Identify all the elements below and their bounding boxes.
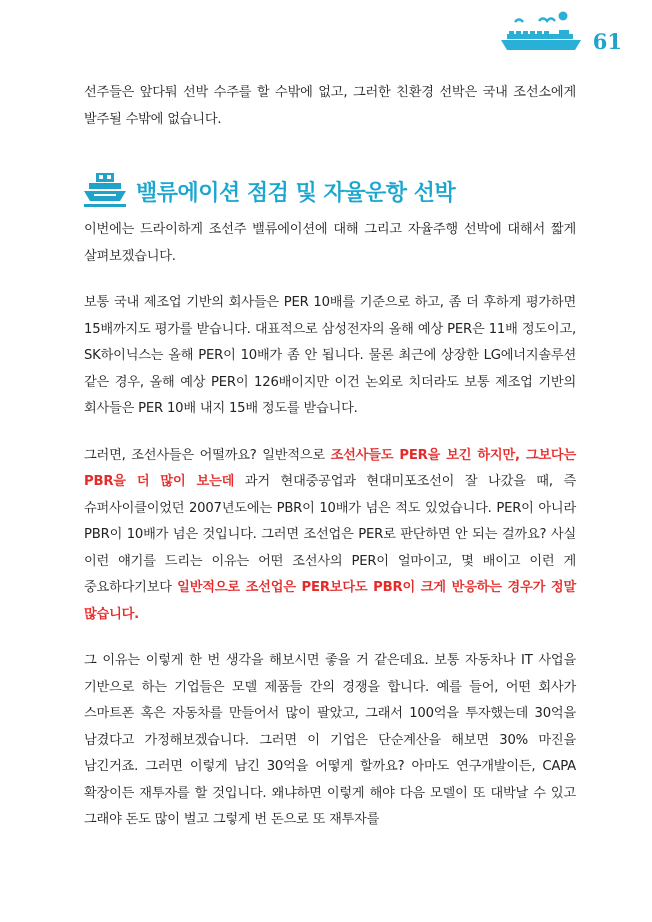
- paragraph-3-text-2: 과거 현대중공업과 현대미포조선이 잘 나갔을 때, 즉 슈퍼사이클이었던 2007년도에는 PBR이 10배가 넘은 적도 있었습니다. PER이 아니라 PBR이 10배가 넘은 것입니다. 그러면 조선업은 PER로 판단하면 안 되는 걸까요? 사실 이런 얘기를 드리는 이유는 어떤 조선사의 PER이 얼마이고, 몇 배이고 이런 게 중요하다기보다: [84, 474, 577, 595]
- paragraph-4: 그 이유는 이렇게 한 번 생각을 해보시면 좋을 거 같은데요. 보통 자동차나 IT 사업을 기반으로 하는 기업들은 모델 제품들 간의 경쟁을 합니다. 예를 들어, 어떤 회사가 스마트폰 혹은 자동차를 만들어서 많이 팔았고, 그래서 100억을 투자했는데 30억을 남겼다고 가정해보겠습니다. 그러면 이 기업은 단순계산을 해보면 30% 마진을 남긴거죠. 그러면 이렇게 남긴 30억을 어떻게 할까요? 아마도 연구개발이든, CAPA 확장이든 재투자를 할 것입니다. 왜냐하면 이렇게 해야 다음 모델이 또 대박날 수 있고 그래야 돈도 많이 벌고 그렇게 번 돈으로 또 재투자를: [84, 653, 576, 827]
- ship-icon: [499, 8, 585, 54]
- paragraph-2: 보통 국내 제조업 기반의 회사들은 PER 10배를 기준으로 하고, 좀 더 후하게 평가하면 15배까지도 평가를 받습니다. 대표적으로 삼성전자의 올해 예상 PER은 11배 정도이고, SK하이닉스는 올해 PER이 10배가 좀 안 됩니다. 물론 최근에 상장한 LG에너지솔루션 같은 경우, 올해 예상 PER이 126배이지만 이건 논외로 치더라도 보통 제조업 기반의 회사들은 PER 10배 내지 15배 정도를 받습니다.: [84, 295, 576, 416]
- highlight-pbr-reaction: 일반적으로 조선업은 PER보다도 PBR이 크게 반응하는 경우가 정말 많습니다.: [84, 580, 576, 622]
- intro-paragraph: 선주들은 앞다퉈 선박 수주를 할 수밖에 없고, 그러한 친환경 선박은 국내 조선소에게 발주될 수밖에 없습니다.: [84, 85, 576, 127]
- page-number: 61: [592, 29, 622, 54]
- section-title: 밸류에이션 점검 및 자율운항 선박: [136, 180, 456, 206]
- page-header: [499, 8, 622, 54]
- ship-icon: [84, 173, 126, 209]
- page-content: [84, 80, 576, 854]
- paragraph-3-text-1: 그러면, 조선사들은 어떨까요? 일반적으로: [84, 447, 331, 463]
- highlight-pbr-note: 조선사들도 PER을 보긴 하지만, 그보다는 PBR을 더 많이 보는데: [84, 447, 576, 489]
- paragraph-3: [84, 443, 576, 629]
- section-heading: [84, 173, 576, 209]
- paragraph-1: 이번에는 드라이하게 조선주 밸류에이션에 대해 그리고 자율주행 선박에 대해서 짧게 살펴보겠습니다.: [84, 222, 576, 264]
